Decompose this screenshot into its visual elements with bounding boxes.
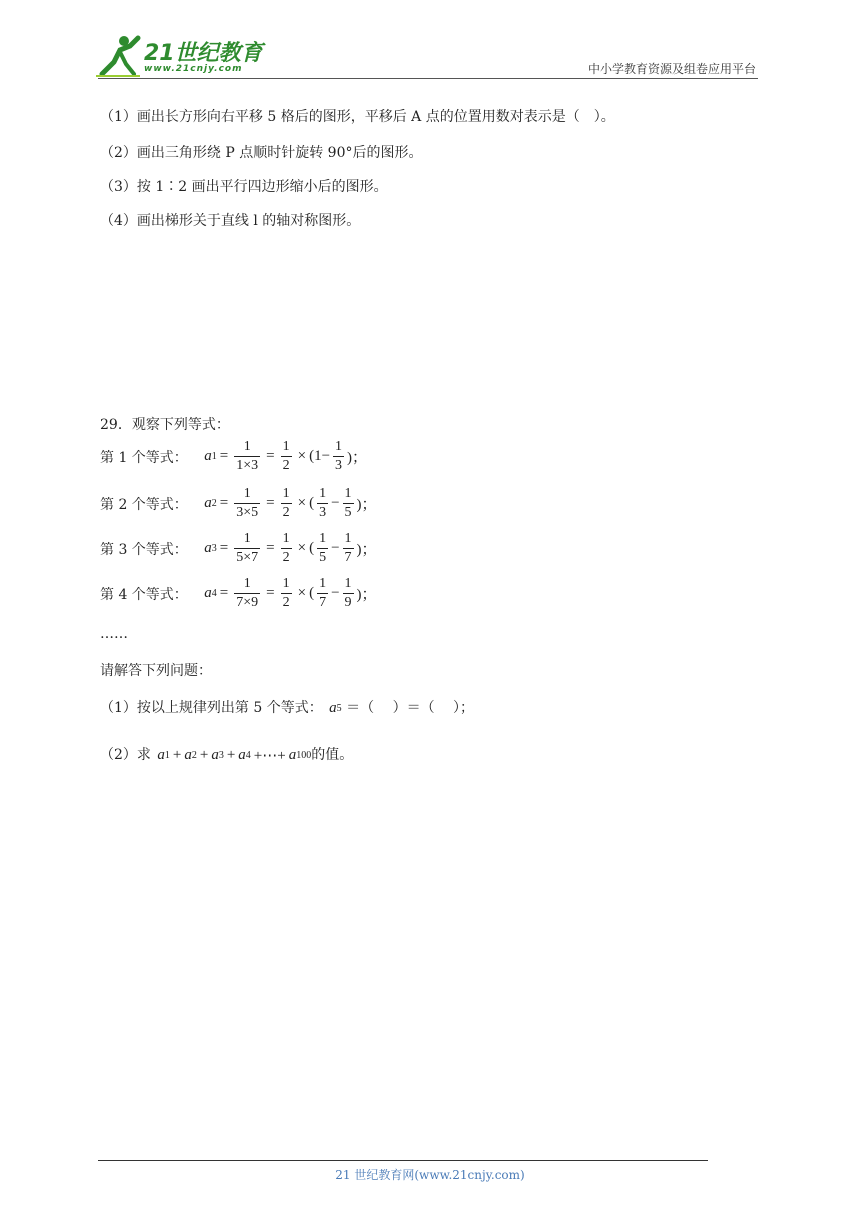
equation: a 4 = $\frac{1}{7\times 9}$ = $\frac{1}{2}$ × ( $\frac{1}{7}$ − $\frac{1}{9}$ )； — [204, 576, 377, 610]
equation-label: 第 1 个等式： — [100, 449, 188, 466]
minus-sign: − — [331, 540, 340, 556]
q28-item-2: （2）画出三角形绕 P 点顺时针旋转 90°后的图形。 — [100, 145, 423, 161]
denominator: 1×3 — [236, 458, 259, 473]
equation-row — [100, 532, 377, 565]
subscript: 4 — [211, 588, 217, 599]
equation-label: 第 2 个等式： — [100, 496, 188, 513]
equation-row — [100, 577, 377, 610]
equation: a 1 = $\frac{1}{1\times 3}$ = $\frac{1}{2}$ × ( 1− $\frac{1}{3}$ )； — [204, 439, 368, 473]
equation-row — [100, 487, 377, 520]
equation: a 2 = $\frac{1}{3\times 5}$ = $\frac{1}{2}$ × ( $\frac{1}{3}$ − $\frac{1}{5}$ )； — [204, 486, 377, 520]
minus-sign: − — [331, 495, 340, 511]
part2-prefix: （2）求 — [100, 747, 151, 763]
equation-label: 第 4 个等式： — [100, 586, 188, 603]
logo — [94, 34, 264, 78]
running-man-icon — [94, 34, 144, 78]
q29-prompt: 请解答下列问题： — [100, 663, 212, 679]
denominator: 7×9 — [236, 595, 259, 610]
subscript: 3 — [211, 543, 217, 554]
term-a: 5 — [319, 550, 327, 565]
equation: a 3 = $\frac{1}{5\times 7}$ = $\frac{1}{2}$ × ( $\frac{1}{5}$ − $\frac{1}{7}$ )； — [204, 531, 377, 565]
header-title: 中小学教育资源及组卷应用平台 — [587, 62, 756, 76]
subscript: 5 — [336, 702, 342, 714]
footer-divider — [98, 1160, 708, 1161]
denominator: 5×7 — [236, 550, 259, 565]
part2-suffix: 的值。 — [311, 747, 354, 763]
subscript: 2 — [211, 498, 217, 509]
q29-part-2 — [100, 744, 353, 765]
equation-label: 第 3 个等式： — [100, 541, 188, 558]
footer-text: 21 世纪教育网(www.21cnjy.com) — [335, 1168, 525, 1182]
logo-text: 21世纪教育 — [144, 41, 263, 66]
last-subscript: 100 — [296, 749, 312, 761]
part1-suffix: ＝（ ）＝（ ）； — [346, 700, 475, 716]
sum-expression: a 1 + a 2 + a 3 + a 4 +⋯+ a 100 — [157, 746, 312, 764]
q28-item-1: （1）画出长方形向右平移 5 格后的图形，平移后 A 点的位置用数对表示是（ ）。 — [100, 109, 615, 125]
term-b: 5 — [344, 505, 352, 520]
term-one-minus: 1− — [314, 448, 331, 464]
part1-prefix: （1）按以上规律列出第 5 个等式： — [100, 700, 323, 716]
term-a: 3 — [319, 505, 327, 520]
header-divider — [98, 78, 758, 79]
part1-var: a 5 — [329, 699, 342, 716]
subscript: 1 — [211, 451, 217, 462]
term-b: 9 — [344, 595, 352, 610]
q28-item-3: （3）按 1∶2 画出平行四边形缩小后的图形。 — [100, 179, 388, 195]
ellipsis: …… — [100, 626, 128, 642]
q28-item-4: （4）画出梯形关于直线 l 的轴对称图形。 — [100, 213, 361, 229]
logo-url: www.21cnjy.com — [144, 64, 243, 74]
q29-part-1 — [100, 697, 474, 717]
equation-row — [100, 440, 367, 473]
minus-sign: − — [331, 585, 340, 601]
term-a: 7 — [319, 595, 327, 610]
denominator: 3×5 — [236, 505, 259, 520]
term-b: 7 — [344, 550, 352, 565]
q29-title: 29．观察下列等式： — [100, 417, 230, 433]
term-b: 3 — [335, 458, 343, 473]
